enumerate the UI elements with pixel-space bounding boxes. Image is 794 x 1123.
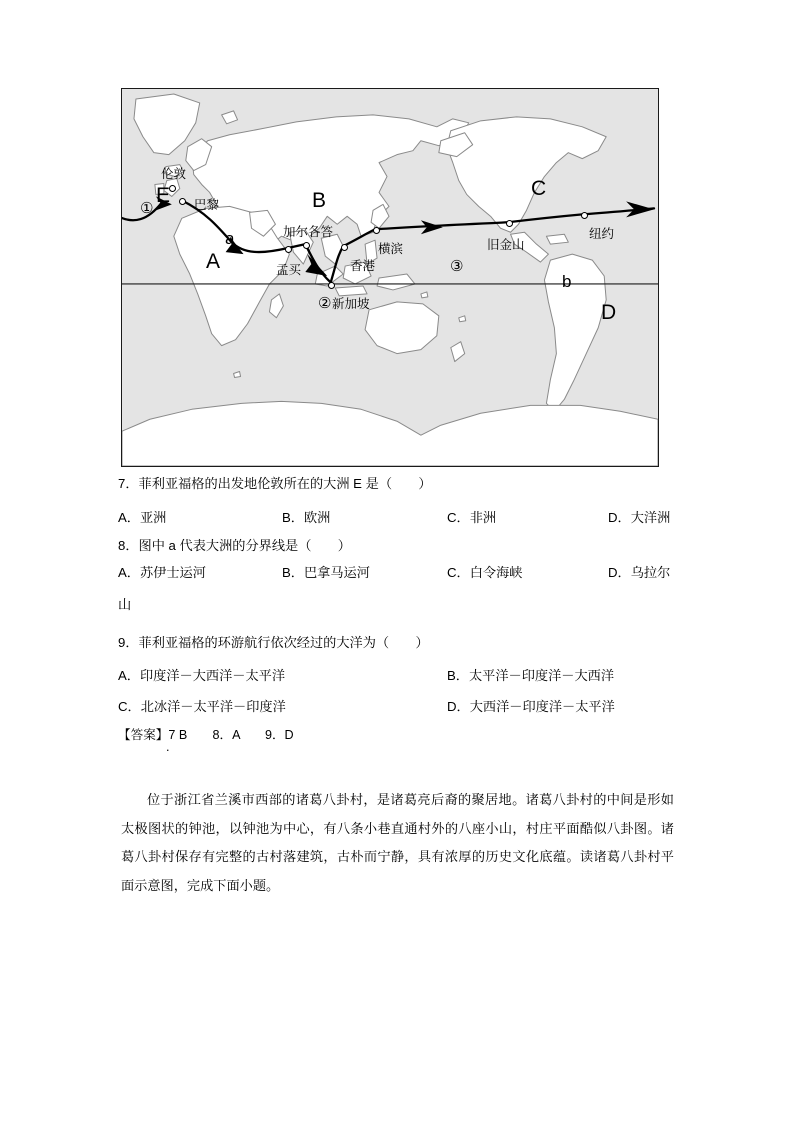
- world-map-figure: [121, 88, 659, 467]
- landmass-newguinea: [377, 274, 415, 290]
- question-8-option-d-wrap[interactable]: 山: [118, 597, 132, 612]
- map-boundary-letter-b: b: [562, 272, 572, 291]
- question-9-option-a[interactable]: A．印度洋－大西洋－太平洋: [118, 668, 286, 683]
- map-ocean-number-3: ③: [450, 258, 464, 275]
- map-city-label-paris: 巴黎: [194, 198, 220, 212]
- question-9-option-b[interactable]: B．太平洋－印度洋－大西洋: [447, 668, 615, 683]
- map-continent-letter-a: A: [206, 250, 221, 273]
- landmass-madagascar: [269, 294, 283, 318]
- question-8-option-b[interactable]: B．巴拿马运河: [282, 565, 370, 580]
- route-segment-yokohama-to-sanfrancisco: [375, 222, 508, 229]
- question-7-stem: 7．菲利亚福格的出发地伦敦所在的大洲 E 是（ ）: [118, 476, 432, 491]
- world-map-graphic: [122, 89, 658, 466]
- question-8-option-d[interactable]: D．乌拉尔: [608, 565, 671, 580]
- landmass-svalbard: [222, 111, 238, 124]
- map-city-label-hongkong: 香港: [350, 259, 376, 273]
- map-city-label-mumbai: 孟买: [276, 263, 302, 277]
- port-dot-san-francisco: [506, 220, 513, 227]
- map-city-label-calcutta: 加尔各答: [283, 225, 334, 239]
- map-frame: [121, 88, 659, 467]
- landmass-island-speck-2: [459, 316, 466, 322]
- question-9-option-c[interactable]: C．北冰洋－太平洋－印度洋: [118, 699, 286, 714]
- map-continent-letter-b: B: [312, 189, 327, 212]
- port-dot-yokohama: [373, 227, 380, 234]
- map-ocean-number-2: ②: [318, 295, 332, 312]
- port-dot-hongkong: [341, 244, 348, 251]
- question-7-option-c[interactable]: C．非洲: [447, 510, 497, 525]
- port-dot-mumbai: [285, 246, 292, 253]
- arrowhead-into-singapore: [305, 254, 327, 276]
- port-dot-paris: [179, 198, 186, 205]
- landmass-caribbean: [546, 234, 568, 244]
- map-city-label-san-francisco: 旧金山: [487, 238, 525, 252]
- map-city-label-yokohama: 横滨: [378, 242, 404, 256]
- question-8-option-c[interactable]: C．白令海峡: [447, 565, 523, 580]
- question-7-option-a[interactable]: A．亚洲: [118, 510, 167, 525]
- question-9-option-d[interactable]: D．大西洋－印度洋－太平洋: [447, 699, 615, 714]
- map-city-label-singapore: 新加坡: [332, 297, 370, 311]
- port-dot-singapore: [328, 282, 335, 289]
- stray-period-mark: .: [166, 740, 170, 754]
- landmass-island-speck-3: [234, 372, 241, 378]
- port-dot-london: [169, 185, 176, 192]
- landmass-island-speck-1: [421, 292, 428, 298]
- question-7-option-b[interactable]: B．欧洲: [282, 510, 331, 525]
- map-city-label-london: 伦敦: [161, 167, 187, 181]
- landmass-antarctica: [122, 401, 658, 466]
- map-boundary-letter-a: a: [225, 229, 235, 248]
- map-continent-letter-e: E: [156, 184, 171, 207]
- reading-passage: 位于浙江省兰溪市西部的诸葛八卦村，是诸葛亮后裔的聚居地。诸葛八卦村的中间是形如太极图状的钟池，以钟池为中心，有八条小巷直通村外的八座小山，村庄平面酷似八卦图。诸葛八卦村保存有完整的古村落建筑，古朴而宁静，具有浓厚的历史文化底蕴。读诸葛八卦村平面示意图，完成下面小题。: [121, 792, 674, 893]
- landmass-australia: [365, 302, 439, 354]
- landmass-south-america: [544, 254, 606, 411]
- question-9-stem: 9．菲利亚福格的环游航行依次经过的大洋为（ ）: [118, 635, 429, 650]
- map-city-label-new-york: 纽约: [589, 227, 615, 241]
- port-dot-calcutta: [303, 242, 310, 249]
- landmass-java: [335, 286, 367, 296]
- answer-line: 【答案】7 B 8．A 9．D: [118, 728, 294, 742]
- map-continent-letter-c: C: [531, 177, 547, 200]
- question-8-stem: 8．图中 a 代表大洲的分界线是（ ）: [118, 538, 351, 553]
- port-dot-new-york: [581, 212, 588, 219]
- map-continent-letter-d: D: [601, 301, 617, 324]
- map-ocean-number-1: ①: [140, 200, 154, 217]
- question-7-option-d[interactable]: D．大洋洲: [608, 510, 671, 525]
- question-8-option-a[interactable]: A．苏伊士运河: [118, 565, 206, 580]
- landmass-new-zealand: [451, 342, 465, 362]
